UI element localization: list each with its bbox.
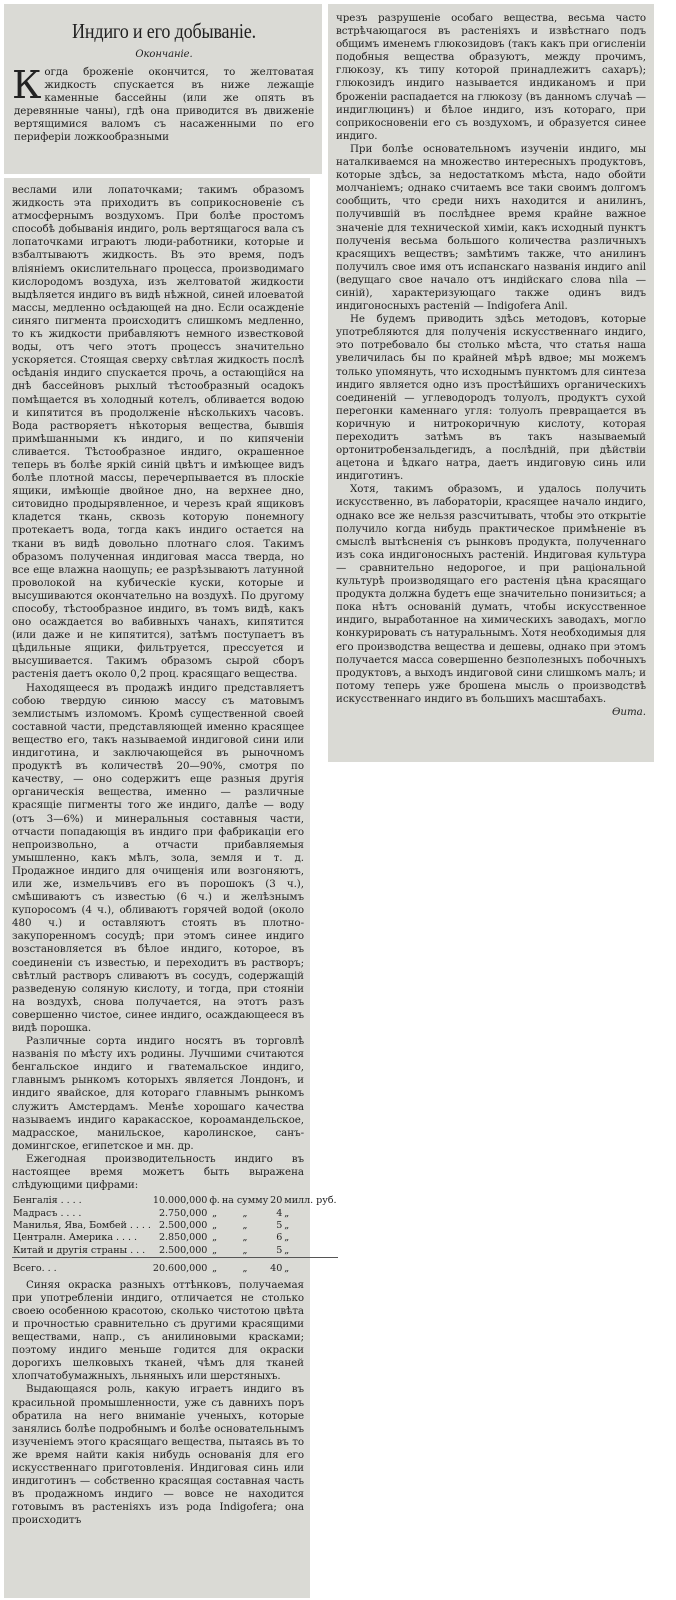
table-row (12, 1245, 338, 1258)
table-value: 20 (270, 1195, 283, 1207)
table-value: 4 (276, 1207, 283, 1219)
table-amount: 20.600,000 (152, 1263, 208, 1275)
table-total-row (12, 1260, 338, 1275)
right-column-clipping (328, 4, 654, 762)
table-region: Всего. . . (13, 1263, 57, 1275)
intro-paragraph (12, 63, 314, 145)
table-label: на сумму (221, 1195, 269, 1207)
intro-text: огда броженіе окончится, то желтоватая жидкость спускается въ ниже лежащіе каменные бассейны (или же опять въ деревянные чаны), гдѣ она приводится въ движеніе вертящимися валомъ съ насаженными по его периферіи ложкообразными (14, 66, 314, 144)
table-unit2: „ (284, 1220, 290, 1232)
table-row (12, 1195, 338, 1207)
right-paragraph-3: Не будемъ приводить здѣсь методовъ, которые употребляются для полученія искусственнаго индиго, это потребовало бы столько мѣста, что статья наша увеличилась бы по крайней мѣрѣ вдвое; мы можемъ только упомянуть, что исходнымъ пунктомъ для синтеза индиго является одно изъ простѣйшихъ органическихъ соединеній — углеводородъ толуолъ, продуктъ сухой перегонки каменнаго угля: толуолъ превращается въ коричную и нитрокоричную кислоту, которая переходитъ затѣмъ въ такъ называемый ортонитробензальдегидъ, а послѣдній, при дѣйствіи ацетона и ѣдкаго натра, даетъ индиговую синь или индиготинъ. (336, 313, 646, 483)
table-unit: „ (212, 1220, 218, 1232)
table-unit: „ (212, 1244, 218, 1256)
table-amount: 2.850,000 (158, 1232, 208, 1244)
table-region: Бенгалія . . . . (13, 1195, 82, 1207)
table-region: Централн. Америка . . . . (13, 1232, 137, 1244)
table-unit2: „ (284, 1263, 290, 1275)
table-value: 5 (276, 1220, 283, 1232)
table-row (12, 1208, 338, 1220)
left-paragraph-1: веслами или лопаточками; такимъ образомъ жидкость эта приходитъ въ соприкосновеніе съ атмосфернымъ воздухомъ. При болѣе простомъ способѣ добыванія индиго, роль вертящагося вала съ лопаточками играютъ люди-работники, которые и взбалтываютъ жидкость. Въ это время, подъ вліяніемъ окислительнаго процесса, производимаго кислородомъ воздуха, изъ желтоватой жидкости выдѣляется индиго въ видѣ нѣжной, синей илоеватой массы, медленно осѣдающей на дно. Если осажденіе синяго пигмента происходитъ слишкомъ медленно, то къ жидкости прибавляютъ немного известковой воды, отъ чего этотъ процессъ значительно ускоряется. Стоящая сверху свѣтлая жидкость послѣ осѣданія индиго спускается прочь, а остающійся на днѣ бассейновъ рыхлый тѣстообразный осадокъ помѣщается въ холодный котелъ, обливается водою и кипятится въ продолженіе нѣсколькихъ часовъ. Вода растворяетъ нѣкоторыя вещества, бывшія примѣшанными къ индиго, и по кипяченіи сливается. Тѣстообразное индиго, окрашенное теперь въ болѣе яркій синій цвѣтъ и имѣющее видъ болѣе плотной массы, перечерпывается въ плоскіе ящики, имѣющіе двойное дно, на верхнее дно, ситовидно продырявленное, и черезъ край ящиковъ кладется ткань, сквозь которую понемногу протекаетъ вода, тогда какъ индиго остается на ткани въ видѣ довольно плотнаго слоя. Такимъ образомъ полученная индиговая масса тверда, но все еще влажна наощупь; ее разрѣзываютъ латунной проволокой на кубическіе куски, которые и высушиваются окончательно на воздухѣ. По другому способу, тѣстообразное индиго, въ томъ видѣ, какъ оно осаждается во вабивныхъ чанахъ, кипятится (или даже и не кипятится), затѣмъ поступаетъ въ цѣдильные ящики, фильтруется, прессуется и высушивается. Такимъ образомъ сырой сборъ растенія даетъ около 0,2 проц. красящаго вещества. (12, 184, 304, 681)
left-column-clipping (4, 178, 337, 1598)
table-value: 6 (276, 1232, 283, 1244)
author-signature: Ѳита. (612, 705, 646, 718)
production-table (12, 1195, 338, 1275)
left-paragraph-4: Ежегодная производительность индиго въ настоящее время можетъ быть выражена слѣдующими цифрами: (12, 1152, 304, 1192)
article-title: Индиго и его добываніе. (72, 19, 256, 43)
right-paragraph-4 (336, 483, 646, 718)
table-label: „ (242, 1244, 248, 1256)
table-unit: „ (212, 1263, 218, 1275)
table-label: „ (242, 1220, 248, 1232)
left-paragraph-3: Различные сорта индиго носятъ въ торговлѣ названія по мѣсту ихъ родины. Лучшими считаются бенгальское индиго и гватемальское индиго, главнымъ рынкомъ которыхъ является Лондонъ, и индиго явайское, для котораго главнымъ рынкомъ служитъ Амстердамъ. Менѣе хорошаго качества называемъ индиго каракасское, короамандельское, мадрасское, манильское, каролинское, санъ-домингское, египетское и мн. др. (12, 1035, 304, 1152)
table-amount: 2.750,000 (158, 1207, 208, 1219)
table-amount: 2.500,000 (158, 1220, 208, 1232)
table-unit: „ (212, 1207, 218, 1219)
table-amount: 10.000,000 (152, 1195, 208, 1207)
table-amount: 2.500,000 (158, 1244, 208, 1256)
table-unit: „ (212, 1232, 218, 1244)
table-unit2: „ (284, 1244, 290, 1256)
table-value: 40 (270, 1263, 283, 1275)
table-unit2: „ (284, 1232, 290, 1244)
table-unit2: „ (284, 1207, 290, 1219)
table-row (12, 1232, 338, 1244)
left-paragraph-2: Находящееся въ продажѣ индиго представляетъ собою твердую синюю массу съ матовымъ землистымъ изломомъ. Кромѣ существенной своей составной части, представляющей именно красящее вещество его, такъ называемой индиговой сини или индиготина, и заключающейся въ рыночномъ продуктѣ въ количествѣ 20—90%, смотря по качеству, — оно содержитъ еще разныя другія органическія вещества, именно — различные красящіе пигменты того же индиго, далѣе — воду (отъ 3—6%) и минеральныя составныя части, отчасти попадающія въ индиго при фабрикаціи его непроизвольно, а отчасти прибавляемыя умышленно, какъ мѣлъ, зола, земля и т. д. Продажное индиго для очищенія или возгоняютъ, или же, измельчивъ его въ порошокъ (3 ч.), смѣшиваютъ съ известью (6 ч.) и желѣзнымъ купоросомъ (4 ч.), обливаютъ горячей водой (около 480 ч.) и оставляютъ стоять въ плотно-закупоренномъ сосудѣ; при этомъ синее индиго возстановляется въ бѣлое индиго, которое, въ соединеніи съ известью, и переходитъ въ растворъ; свѣтлый растворъ сливаютъ въ сосудъ, содержащій разведеную соляную кислоту, и тогда, при стояніи на воздухѣ, снова получается, на этотъ разъ совершенно чистое, синее индиго, осаждающееся въ видѣ порошка. (12, 681, 304, 1034)
right-paragraph-2: При болѣе основательномъ изученіи индиго, мы наталкиваемся на множество интересныхъ продуктовъ, которые здѣсь, за недостаткомъ мѣста, надо обойти молчаніемъ; однако считаемъ все таки своимъ долгомъ сообщить, что среди нихъ находится и анилинъ, получившій въ послѣднее время крайне важное значеніе для технической химіи, какъ исходный пунктъ полученія весьма большого количества различныхъ красящихъ веществъ; замѣтимъ также, что анилинъ получилъ свое имя отъ испанскаго названія индиго anil (ведущаго свое начало отъ индійскаго слова nila — синій), характеризующаго также одинъ видъ индигоносныхъ растеній — Indigofera Anil. (336, 142, 646, 313)
table-row (12, 1220, 338, 1232)
table-unit: ф. (209, 1195, 220, 1207)
table-label: „ (242, 1263, 248, 1275)
drop-cap: К (12, 63, 42, 107)
table-value: 5 (276, 1244, 283, 1256)
table-label: „ (242, 1232, 248, 1244)
table-label: „ (242, 1207, 248, 1219)
right-paragraph-4-text: Хотя, такимъ образомъ, и удалось получить искусственно, въ лабораторіи, красящее начало индиго, однако все же нельзя разсчитывать, чтобы это открытіе получило когда нибудь практическое примѣненіе въ смыслѣ вытѣсненія съ рынковъ продукта, полученнаго изъ сока индигоносныхъ растеній. Индиговая культура — сравнительно недорогое, и при раціональной культурѣ производящаго его растенія цѣна красящаго продукта должна будетъ еще значительно понизиться; а пока нѣтъ основаній думать, чтобы искусственное индиго, выработанное на химическихъ заводахъ, могло конкурировать съ натуральнымъ. Хотя необходимыя для его производства вещества и дешевы, однако при этомъ получается масса совершенно безполезныхъ побочныхъ продуктовъ, а выходъ индиговой сини слишкомъ малъ; и потому теперь уже брошена мысль о производствѣ искусственнаго индиго въ большихъ масштабахъ. (336, 483, 646, 705)
left-paragraph-6: Выдающаяся роль, какую играетъ индиго въ красильной промышленности, уже съ давнихъ поръ обратила на него вниманіе ученыхъ, которые занялись болѣе подробнымъ и болѣе основательнымъ изученіемъ этого красящаго вещества, пытаясь въ то же время найти какія нибудь основанія для его искусственнаго приготовленія. Индиговая синь или индиготинъ — собственно красящая составная часть въ продажномъ индиго — вовсе не находится готовымъ въ растеніяхъ изъ рода Indigofera; она происходитъ (12, 1383, 304, 1527)
table-region: Китай и другія страны . . . (13, 1244, 146, 1256)
heading-clipping (4, 4, 322, 174)
left-paragraph-5: Синяя окраска разныхъ оттѣнковъ, получаемая при употребленіи индиго, отличается не столько своею особенною красотою, сколько чистотою цвѣта и прочностью сравнительно съ другими красящими веществами, напр., съ анилиновыми красками; поэтому индиго меньше годится для окраски дорогихъ шелковыхъ тканей, чѣмъ для тканей хлопчатобумажныхъ, льняныхъ или шерстяныхъ. (12, 1278, 304, 1383)
article-subtitle: Окончаніе. (135, 49, 193, 60)
table-unit2: милл. руб. (284, 1195, 337, 1207)
table-region: Манилья, Ява, Бомбей . . . . (13, 1220, 151, 1232)
table-region: Мадрасъ . . . . (13, 1207, 82, 1219)
right-paragraph-1: чрезъ разрушеніе особаго вещества, весьма часто встрѣчающагося въ растеніяхъ и извѣстнаго подъ общимъ именемъ глюкозидовъ (такъ какъ при огисленіи подобныя вещества образуютъ, между прочимъ, глюкозу, къ типу которой принадлежитъ сахаръ); глюкозидъ индиго называется индиканомъ и при броженіи распадается на глюкозу (въ данномъ случаѣ — индиглюцинъ) и бѣлое индиго, изъ котораго, при соприкосновеніи его съ воздухомъ, и образуется синее индиго. (336, 12, 646, 142)
